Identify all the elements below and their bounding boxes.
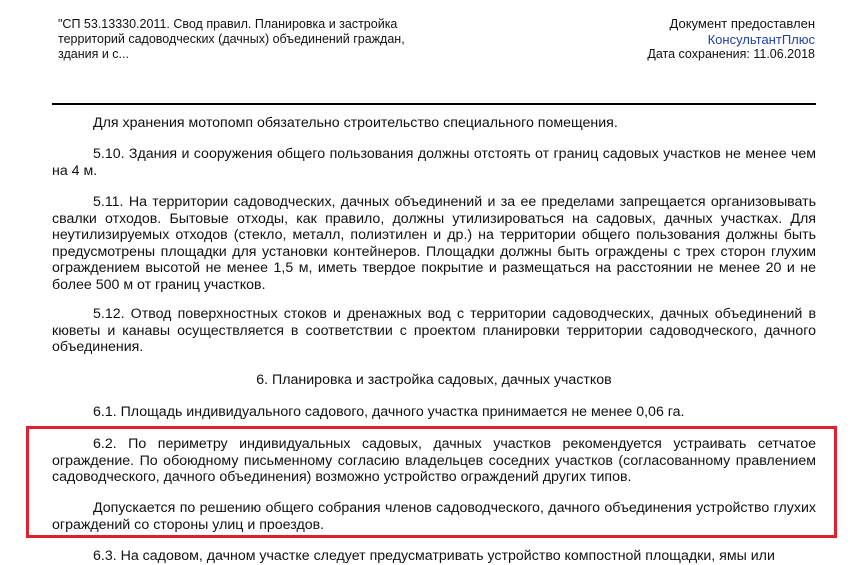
document-title-line-2: территорий садоводческих (дачных) объединений граждан, — [58, 32, 405, 46]
document-meta — [647, 16, 815, 63]
document-title — [58, 17, 478, 62]
paragraph-6-3-partial: 6.3. На садовом, дачном участке следует предусматривать устройство компостной площадки, ямы или — [93, 548, 775, 564]
document-title-line-3: здания и с... — [58, 47, 129, 61]
paragraph-motopump: Для хранения мотопомп обязательно строительство специального помещения. — [93, 115, 618, 131]
paragraph-6-2-allowed: Допускается по решению общего собрания членов садоводческого, дачного объединения устройство глухих ограждений со стороны улиц и проездов. — [52, 500, 816, 533]
document-title-line-1: "СП 53.13330.2011. Свод правил. Планировка и застройка — [58, 17, 398, 31]
paragraph-6-2: 6.2. По периметру индивидуальных садовых, дачных участков рекомендуется устраивать сетчатое ограждение. По обоюдному письменному согласию владельцев соседних участков (согласованному правлением садоводческого, дачного объединения) возможно устройство ограждений других типов. — [52, 436, 816, 485]
paragraph-5-12: 5.12. Отвод поверхностных стоков и дренажных вод с территории садоводческих, дачных объединений в кюветы и канавы осуществляется в соответствии с проектом планировки территории садоводческого, дачного объединения. — [52, 306, 816, 355]
paragraph-6-1: 6.1. Площадь индивидуального садового, дачного участка принимается не менее 0,06 га. — [93, 404, 685, 420]
save-date: Дата сохранения: 11.06.2018 — [647, 47, 815, 61]
paragraph-5-11: 5.11. На территории садоводческих, дачных объединений и за ее пределами запрещается организовывать свалки отходов. Бытовые отходы, как правило, должны утилизироваться на садовых, дачных участках. Для неутилизируемых отходов (стекло, металл, полиэтилен и др.) на территории общего пользования должны быть предусмотрены площадки для установки контейнеров. Площадки должны быть ограждены с трех сторон глухим ограждением высотой не менее 1,5 м, иметь твердое покрытие и размещаться на расстоянии не менее 20 и не более 500 м от границ участков. — [52, 194, 816, 293]
section-6-heading: 6. Планировка и застройка садовых, дачных участков — [256, 372, 612, 388]
paragraph-5-10: 5.10. Здания и сооружения общего пользования должны отстоять от границ садовых участков не менее чем на 4 м. — [52, 146, 816, 179]
header-divider — [52, 103, 816, 105]
provided-label: Документ предоставлен — [669, 16, 815, 31]
brand-link[interactable]: КонсультантПлюс — [707, 31, 815, 47]
